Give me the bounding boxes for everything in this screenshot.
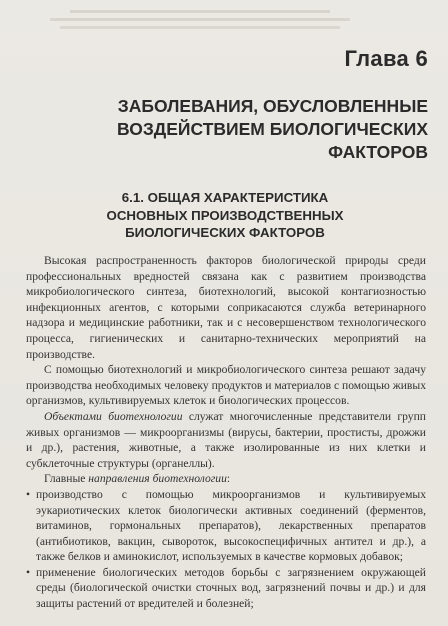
list-item [26,565,426,612]
paragraph [26,409,426,471]
chapter-title-line: ЗАБОЛЕВАНИЯ, ОБУСЛОВЛЕННЫЕ [117,96,428,116]
section-title [40,189,410,242]
body-text [26,253,426,612]
section-title-line: ОСНОВНЫХ ПРОИЗВОДСТВЕННЫХ [106,207,344,223]
bleed-through-text [50,6,380,29]
paragraph-text: Главные [44,472,89,486]
bullet-icon: • [26,487,31,501]
section-title-line: БИОЛОГИЧЕСКИХ ФАКТОРОВ [125,225,325,240]
paragraph-text: : [226,472,231,486]
chapter-title-line: ВОЗДЕЙСТВИЕМ БИОЛОГИЧЕСКИХ [117,119,428,139]
paragraph: С помощью биотехнологий и микробиологического синтеза решают задачу производства необходимых человеку продуктов и материалов с помощью живых организмов, культивируемых клеток и биологических процессов. [26,363,426,408]
bullet-icon: • [26,565,31,579]
chapter-title-line: ФАКТОРОВ [328,142,428,162]
emphasis-term: Объектами биотехнологии [44,409,183,423]
chapter-title [8,95,428,164]
paragraph [26,471,426,487]
section-title-line: 6.1. ОБЩАЯ ХАРАКТЕРИСТИКА [121,190,329,205]
emphasis-term: направления биотехнологии [88,472,227,486]
directions-list [26,487,426,612]
list-item-text: производство с помощью микроорганизмов и культивируемых эукариотических клеток биологически активных соединений (ферментов, витаминов, гормональных препаратов), лекарственных препаратов (антибиотиков, вакцин, сывороток, высокоспецифичных антител и др.), а также белков и аминокислот, используемых в качестве кормовых добавок; [36,487,426,564]
chapter-label: Глава 6 [344,46,428,71]
list-item [26,487,426,565]
paragraph-text: служат многочисленные представители групп живых организмов — микроорганизмы (вирусы, бактерии, простисты, дрожжи и др.), растения, животные, а также изолированные из них клетки и субклеточные структуры (органеллы). [26,409,427,470]
paragraph: Высокая распространенность факторов биологической природы среди профессиональных вредностей связана как с развитием производства микробиологического синтеза, биотехнологий, высокой контагиозностью инфекционных агентов, с которыми соприкасаются служба ветеринарного надзора и медицинские работники, так и с несовершенством технологического процесса, гигиенических и санитарно-технических мероприятий на производстве. [26,254,426,361]
list-item-text: применение биологических методов борьбы с загрязнением окружающей среды (биологической очистки сточных вод, загрязнений почвы и др.) и для защиты растений от вредителей и болезней; [36,565,426,611]
